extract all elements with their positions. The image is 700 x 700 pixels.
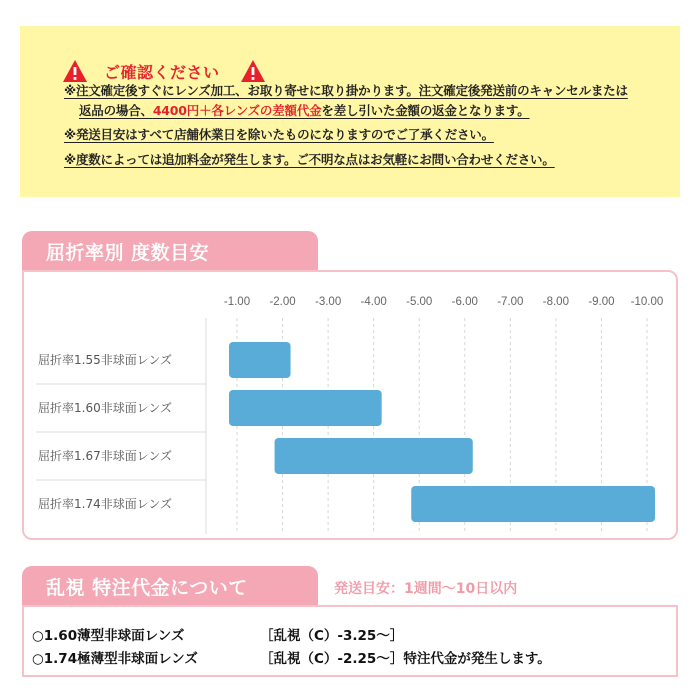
range-bar (229, 342, 291, 378)
x-tick-label: -9.00 (588, 296, 615, 308)
range-bar (411, 486, 655, 522)
warning-icon (240, 59, 266, 83)
category-label: 屈折率1.67非球面レンズ (38, 449, 173, 463)
section-title: 乱視 特注代金について (46, 576, 248, 599)
x-tick-label: -6.00 (451, 296, 478, 308)
notice-line: ※注文確定後すぐにレンズ加工、お取り寄せに取り掛かります。注文確定後発送前のキャンセルまたは (64, 83, 628, 98)
x-tick-label: -3.00 (315, 296, 342, 308)
section-header-refraction (22, 231, 318, 271)
chart-box (22, 270, 678, 540)
section-header-astigmatism (22, 566, 318, 606)
notice-line-refund (79, 101, 530, 119)
x-tick-label: -1.00 (223, 296, 251, 308)
shipping-estimate: 発送目安：1週間〜10日以内 (334, 581, 518, 597)
warning-icon (62, 59, 88, 83)
category-label: 屈折率1.60非球面レンズ (38, 401, 173, 415)
lens-detail: ［乱視（C）-3.25〜］ (260, 628, 404, 644)
x-tick-label: -10.00 (630, 296, 664, 308)
x-tick-label: -8.00 (542, 296, 569, 308)
section-title: 屈折率別 度数目安 (46, 241, 210, 264)
notice-line: ※度数によっては追加料金が発生します。ご不明な点はお気軽にお問い合わせください。 (64, 152, 555, 167)
refund-text-post: を差し引いた金額の返金となります。 (321, 103, 530, 118)
range-bar (275, 438, 473, 474)
x-tick-label: -5.00 (406, 296, 433, 308)
category-label: 屈折率1.74非球面レンズ (38, 497, 173, 511)
x-tick-label: -2.00 (269, 296, 296, 308)
notice-title-text: ご確認ください (104, 62, 220, 82)
notice-line: ※発送目安はすべて店舗休業日を除いたものになりますのでご了承ください。 (64, 127, 494, 142)
lens-detail: ［乱視（C）-2.25〜］特注代金が発生します。 (260, 651, 551, 667)
x-tick-label: -4.00 (360, 296, 387, 308)
notice-box (20, 26, 680, 197)
category-label: 屈折率1.55非球面レンズ (38, 353, 173, 367)
refraction-chart (24, 272, 676, 538)
refund-text-pre: 返品の場合、 (79, 103, 153, 118)
refund-amount: 4400円＋各レンズの差額代金 (152, 103, 322, 118)
lens-name: ○1.74極薄型非球面レンズ (32, 651, 198, 667)
lens-row (32, 624, 403, 644)
lens-name: ○1.60薄型非球面レンズ (32, 628, 185, 644)
range-bar (229, 390, 382, 426)
x-tick-label: -7.00 (497, 296, 524, 308)
lens-row (32, 647, 551, 667)
